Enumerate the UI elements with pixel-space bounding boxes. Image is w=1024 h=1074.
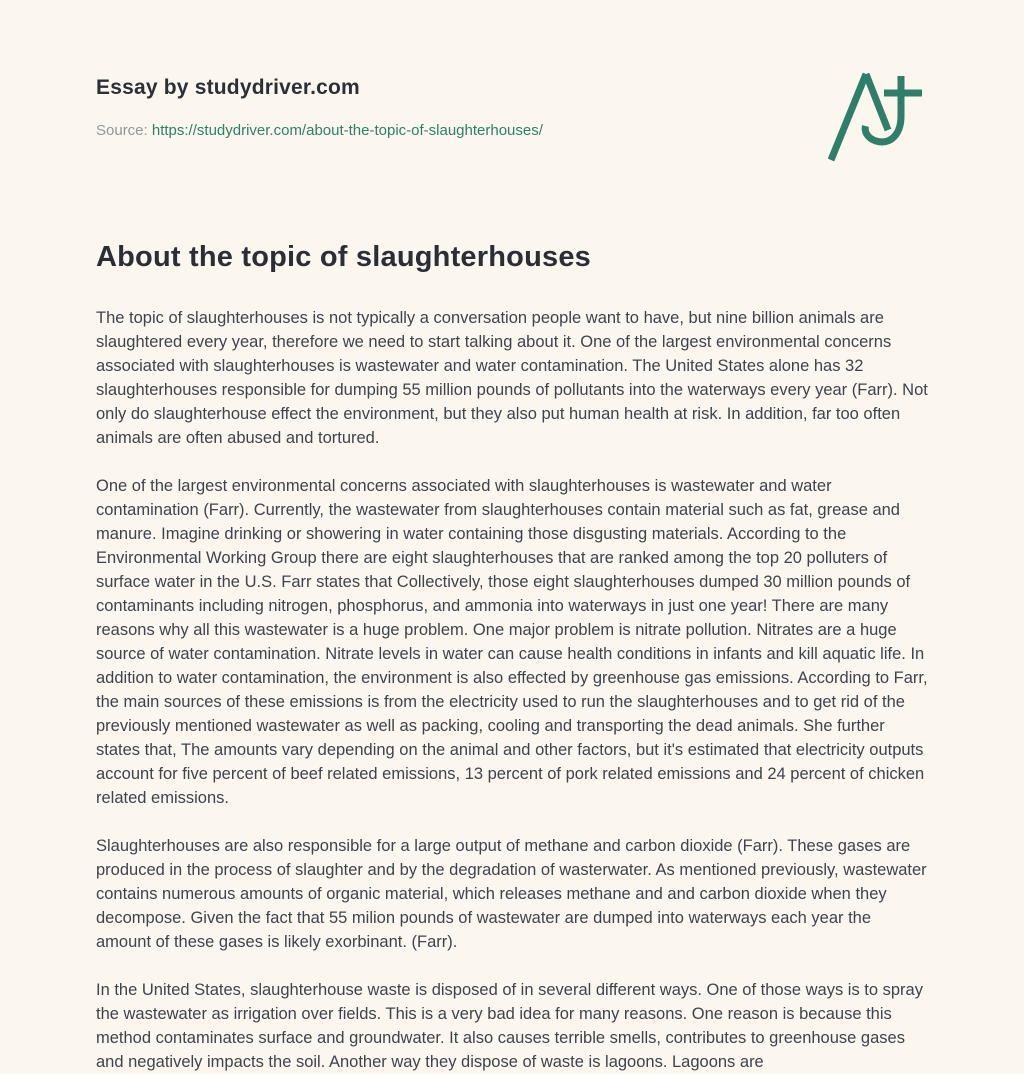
essay-paragraph: Slaughterhouses are also responsible for a large output of methane and carbon dioxide (Farr). These gases are produced in the process of slaughter and by the degradation of wasterwater. As mentioned previously, wastewater contains numerous amounts of organic material, which releases methane and and carbon dioxide when they decompose. Given the fact that 55 milion pounds of wastewater are dumped into waterways each year the amount of these gases is likely exorbinant. (Farr). xyxy=(96,837,927,951)
essay-byline: Essay by studydriver.com xyxy=(96,76,360,99)
studydriver-logo-icon xyxy=(824,68,928,162)
logo-a-left-stroke xyxy=(831,74,866,160)
essay-body xyxy=(96,306,928,1074)
source-line xyxy=(96,122,928,139)
essay-title: About the topic of slaughterhouses xyxy=(96,241,591,273)
logo-a-right-stroke xyxy=(866,74,888,130)
essay-paragraph: One of the largest environmental concerns associated with slaughterhouses is wastewater and water contamination (Farr). Currently, the wastewater from slaughterhouses contain material such as fat, grease and manure. Imagine drinking or showering in water containing those disgusting materials. According to the Environmental Working Group there are eight slaughterhouses that are ranked among the top 20 polluters of surface water in the U.S. Farr states that Collectively, those eight slaughterhouses dumped 30 million pounds of contaminants including nitrogen, phosphorus, and ammonia into waterways in just one year! There are many reasons why all this wastewater is a huge problem. One major problem is nitrate pollution. Nitrates are a huge source of water contamination. Nitrate levels in water can cause health conditions in infants and kill aquatic life. In addition to water contamination, the environment is also effected by greenhouse gas emissions. According to Farr, the main sources of these emissions is from the electricity used to run the slaughterhouses and to get rid of the previously mentioned wastewater as well as packing, cooling and transporting the dead animals. She further states that, The amounts vary depending on the animal and other factors, but it's estimated that electricity outputs account for five percent of beef related emissions, 13 percent of pork related emissions and 24 percent of chicken related emissions. xyxy=(96,477,928,807)
essay-paragraph: In the United States, slaughterhouse waste is disposed of in several different ways. One of those ways is to spray the wastewater as irrigation over fields. This is a very bad idea for many reasons. One reason is because this method contaminates surface and groundwater. It also causes terrible smells, contributes to greenhouse gases and negatively impacts the soil. Another way they dispose of waste is lagoons. Lagoons are xyxy=(96,981,923,1071)
essay-paragraph: The topic of slaughterhouses is not typically a conversation people want to have, but nine billion animals are slaughtered every year, therefore we need to start talking about it. One of the largest environmental concerns associated with slaughterhouses is wastewater and water contamination. The United States alone has 32 slaughterhouses responsible for dumping 55 million pounds of pollutants into the waterways every year (Farr). Not only do slaughterhouse effect the environment, but they also put human health at risk. In addition, far too often animals are often abused and tortured. xyxy=(96,309,928,447)
source-label: Source: xyxy=(96,122,148,139)
source-link[interactable]: https://studydriver.com/about-the-topic-of-slaughterhouses/ xyxy=(151,122,543,139)
